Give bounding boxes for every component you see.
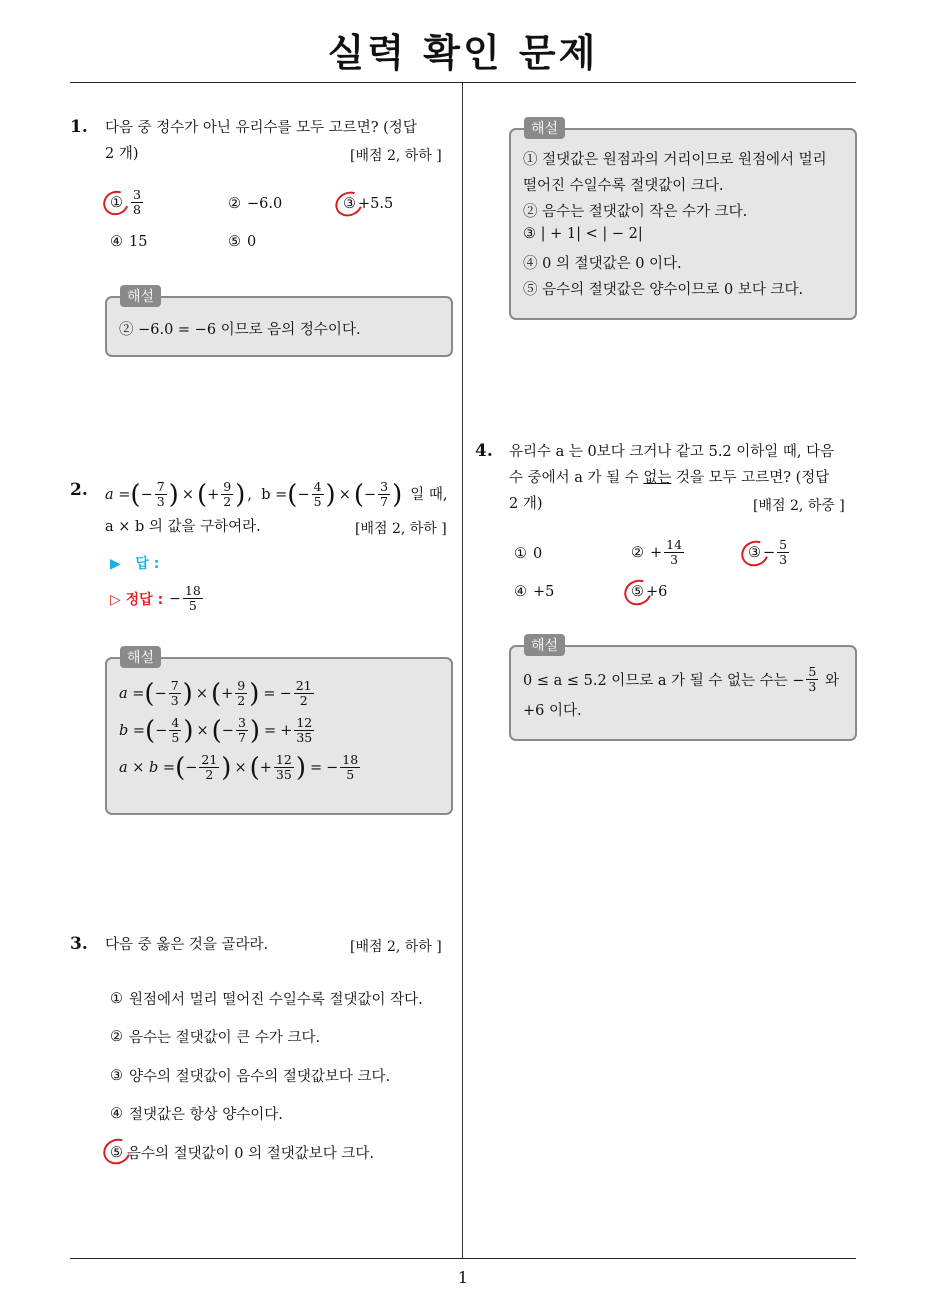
q4-option-4[interactable] bbox=[514, 584, 554, 600]
q2-solution-box bbox=[105, 650, 453, 815]
q1-solution-box bbox=[105, 289, 453, 357]
q2-score: [배점 2, 하하 ] bbox=[355, 521, 447, 537]
q4-option-1[interactable] bbox=[514, 546, 542, 562]
solution-tag: 해설 bbox=[120, 646, 161, 668]
q1-number: 1. bbox=[70, 117, 88, 137]
option-mark: ③ bbox=[110, 1067, 123, 1084]
q3-option-4[interactable] bbox=[110, 1103, 283, 1124]
q1-option-2[interactable] bbox=[228, 196, 282, 212]
option-value: 0 bbox=[533, 546, 543, 562]
q2-solution-line-a: a = ( − $\frac{7}{3}$ ) × ( + $\frac{9}{2}$ ) = − $\frac{21}{2}$ bbox=[119, 678, 312, 709]
q3-solution-line-6: ⑤ 음수의 절댓값은 양수이므로 0 보다 크다. bbox=[523, 282, 804, 298]
option-mark: ① bbox=[110, 990, 123, 1007]
q3-option-2[interactable] bbox=[110, 1026, 320, 1047]
option-value: +6 bbox=[646, 584, 668, 600]
column-divider bbox=[462, 83, 463, 1258]
q3-option-1[interactable] bbox=[110, 988, 423, 1009]
q3-solution-line-3: ② 음수는 절댓값이 작은 수가 크다. bbox=[523, 204, 748, 220]
option-mark: ② bbox=[228, 196, 241, 212]
header-rule bbox=[70, 82, 856, 83]
q2-solution-line-b: b = ( − $\frac{4}{5}$ ) × ( − $\frac{3}{7}$ ) = + $\frac{12}{35}$ bbox=[119, 715, 313, 746]
option-value: 15 bbox=[129, 234, 148, 250]
q4-solution-box bbox=[509, 638, 857, 741]
fraction: $\frac{3}{8}$ bbox=[133, 187, 141, 217]
q4-text-line3: 2 개) bbox=[509, 496, 543, 512]
page-title: 실력 확인 문제 bbox=[327, 31, 599, 75]
correct-label: ▷ 정답 : bbox=[110, 591, 164, 608]
q4-option-2[interactable]: ② + $\frac{14}{3}$ bbox=[631, 537, 683, 567]
option-value: −6.0 bbox=[247, 196, 283, 212]
option-mark: ⑤ bbox=[631, 584, 644, 600]
q2-answer-label[interactable]: ▶ 답 : bbox=[110, 556, 160, 572]
solution-tag: 해설 bbox=[120, 285, 161, 307]
q1-option-5[interactable] bbox=[228, 234, 256, 250]
q4-score: [배점 2, 하중 ] bbox=[753, 498, 845, 514]
q4-option-3[interactable]: ③ − $\frac{5}{3}$ bbox=[748, 537, 788, 567]
solution-tag: 해설 bbox=[524, 634, 565, 656]
q2-correct-answer: ▷ 정답 : − $\frac{18}{5}$ bbox=[110, 583, 201, 613]
option-mark: ② bbox=[631, 544, 644, 561]
option-mark: ⑤ bbox=[228, 234, 241, 250]
q2-solution-line-ab: a × b = ( − $\frac{21}{2}$ ) × ( + $\frac{12}{35}$ ) = − $\frac{18}{5}$ bbox=[119, 752, 359, 783]
q3-option-3[interactable] bbox=[110, 1065, 390, 1086]
page-number: 1 bbox=[457, 1268, 469, 1287]
q1-text-line1: 다음 중 정수가 아닌 유리수를 모두 고르면? (정답 bbox=[105, 120, 417, 136]
q3-solution-box bbox=[509, 121, 857, 320]
option-text: 절댓값은 항상 양수이다. bbox=[129, 1107, 283, 1123]
q4-answer-ring-5 bbox=[620, 575, 656, 609]
option-mark: ② bbox=[110, 1028, 123, 1045]
option-text: 음수의 절댓값이 0 의 절댓값보다 크다. bbox=[127, 1146, 374, 1162]
solution-tag: 해설 bbox=[524, 117, 565, 139]
option-value: +5.5 bbox=[358, 196, 394, 212]
footer-rule bbox=[70, 1258, 856, 1259]
option-mark: ③ bbox=[748, 544, 761, 561]
q3-option-5[interactable] bbox=[110, 1142, 374, 1163]
option-mark: ⑤ bbox=[110, 1144, 123, 1161]
q3-text: 다음 중 옳은 것을 골라라. bbox=[105, 937, 269, 953]
option-text: 원점에서 멀리 떨어진 수일수록 절댓값이 작다. bbox=[129, 992, 423, 1008]
option-value: 0 bbox=[247, 234, 257, 250]
option-mark: ① bbox=[514, 546, 527, 562]
option-mark: ④ bbox=[110, 234, 123, 250]
option-text: 양수의 절댓값이 음수의 절댓값보다 크다. bbox=[129, 1069, 391, 1085]
option-value: +5 bbox=[533, 584, 555, 600]
q1-answer-ring-3 bbox=[331, 187, 367, 221]
option-text: 음수는 절댓값이 큰 수가 크다. bbox=[129, 1030, 321, 1046]
q4-solution-line-1: 0 ≤ a ≤ 5.2 이므로 a 가 될 수 없는 수는 − $\frac{5}{3}$ 와 bbox=[523, 664, 839, 694]
q1-solution-text: ② −6.0 = −6 이므로 음의 정수이다. bbox=[119, 322, 361, 338]
q3-solution-line-1: ① 절댓값은 원점과의 거리이므로 원점에서 멀리 bbox=[523, 152, 827, 168]
q3-solution-line-2: 떨어진 수일수록 절댓값이 크다. bbox=[523, 178, 724, 194]
option-mark: ③ bbox=[343, 196, 356, 212]
fraction: $\frac{14}{3}$ bbox=[666, 537, 683, 567]
q3-number: 3. bbox=[70, 934, 88, 954]
q1-text-line2: 2 개) bbox=[105, 146, 139, 162]
q3-score: [배점 2, 하하 ] bbox=[350, 939, 442, 955]
fraction: $\frac{5}{3}$ bbox=[779, 537, 788, 567]
q4-number: 4. bbox=[475, 441, 493, 461]
q4-text-line2: 수 중에서 a 가 될 수 없는 것을 모두 고르면? (정답 bbox=[509, 470, 830, 486]
q3-answer-ring-5 bbox=[99, 1134, 135, 1168]
q2-number: 2. bbox=[70, 480, 88, 500]
q1-score: [배점 2, 하하 ] bbox=[350, 148, 442, 164]
q4-text-line1: 유리수 a 는 0보다 크거나 같고 5.2 이하일 때, 다음 bbox=[509, 444, 835, 460]
q4-solution-line-2: +6 이다. bbox=[523, 703, 582, 719]
q2-expression: a = ( − $\frac{7}{3}$ ) × ( + $\frac{9}{2}$ ) , b = ( − $\frac{4}{5}$ ) × ( − $\frac{3}{7}$ ) 일 때, bbox=[105, 479, 448, 510]
option-mark: ① bbox=[110, 194, 123, 211]
option-mark: ④ bbox=[110, 1105, 123, 1122]
q3-solution-line-4: ③ | + 1| < | − 2| bbox=[523, 226, 643, 242]
q3-solution-line-5: ④ 0 의 절댓값은 0 이다. bbox=[523, 256, 682, 272]
q1-option-4[interactable] bbox=[110, 234, 147, 250]
option-mark: ④ bbox=[514, 584, 527, 600]
q2-text-line2: a × b 의 값을 구하여라. bbox=[105, 519, 261, 535]
